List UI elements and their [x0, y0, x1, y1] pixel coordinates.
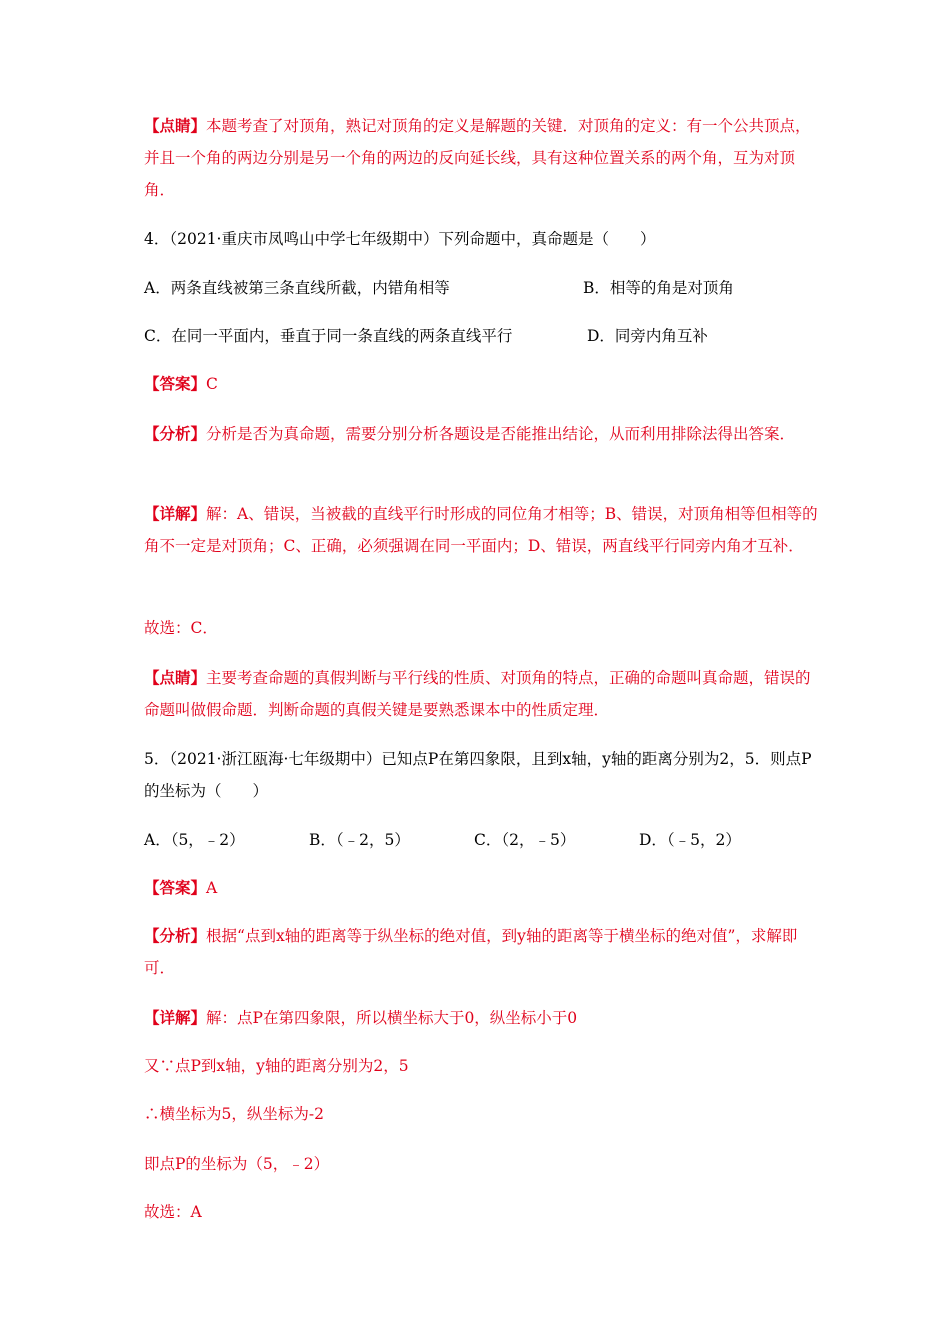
comment-text: 本题考查了对顶角，熟记对顶角的定义是解题的关键．对顶角的定义：有一个公共顶点，并且一个角的两边分别是另一个角的两边的反向延长线，具有这种位置关系的两个角，互为对顶角．: [144, 117, 811, 199]
q3-comment: [144, 110, 824, 206]
q4-option-b: B．相等的角是对顶角: [583, 279, 734, 297]
q5-option-b: B．（﹣2，5）: [309, 831, 410, 849]
q5-detail-line-4: 即点P的坐标为（5，﹣2）: [144, 1155, 330, 1173]
detail-tag: 【详解】: [144, 504, 207, 523]
detail-tag: 【详解】: [144, 1008, 207, 1027]
analysis-tag: 【分析】: [144, 424, 207, 443]
answer-tag: 【答案】: [144, 878, 207, 897]
q5-detail-line-2: 又∵点P到x轴，y轴的距离分别为2，5: [144, 1057, 409, 1075]
answer-text: C: [206, 375, 218, 393]
q4-option-c: C．在同一平面内，垂直于同一条直线的两条直线平行: [144, 327, 513, 345]
q4-detail: [144, 498, 824, 562]
q4-option-d: D．同旁内角互补: [587, 327, 708, 345]
q5-option-c: C．（2，﹣5）: [474, 831, 576, 849]
detail-text: 解：A、错误，当被截的直线平行时形成的同位角才相等；B、错误，对顶角相等但相等的角不一定是对顶角；C、正确，必须强调在同一平面内；D、错误，两直线平行同旁内角才互补．: [144, 505, 818, 555]
q5-detail: [144, 1002, 824, 1034]
analysis-tag: 【分析】: [144, 926, 207, 945]
comment-tag: 【点睛】: [144, 116, 207, 135]
detail-text: 解：点P在第四象限，所以横坐标大于0，纵坐标小于0: [206, 1009, 578, 1027]
q5-answer: [144, 872, 824, 904]
comment-text: 主要考查命题的真假判断与平行线的性质、对顶角的特点，正确的命题叫真命题，错误的命题叫做假命题．判断命题的真假关键是要熟悉课本中的性质定理．: [144, 669, 811, 719]
answer-text: A: [206, 879, 218, 897]
q5-option-a: A．（5，﹣2）: [144, 831, 245, 849]
q5-choose: 故选：A: [144, 1203, 202, 1221]
q4-choose: 故选：C．: [144, 619, 218, 637]
q4-stem: 4．（2021·重庆市凤鸣山中学七年级期中）下列命题中，真命题是（ ）: [144, 230, 656, 248]
comment-tag: 【点睛】: [144, 668, 207, 687]
q5-option-d: D．（﹣5，2）: [639, 831, 741, 849]
analysis-text: 根据“点到x轴的距离等于纵坐标的绝对值，到y轴的距离等于横坐标的绝对值”，求解即可．: [144, 927, 798, 977]
q4-analysis: [144, 418, 824, 450]
q5-stem: 5．（2021·浙江瓯海·七年级期中）已知点P在第四象限，且到x轴，y轴的距离分别为2，5．则点P的坐标为（ ）: [144, 750, 812, 800]
q4-options-row-2: [144, 320, 844, 352]
q4-option-a: A．两条直线被第三条直线所截，内错角相等: [144, 279, 450, 297]
q4-comment: [144, 662, 824, 726]
q5-options-row: [144, 824, 844, 856]
q4-answer: [144, 368, 824, 400]
q5-analysis: [144, 920, 824, 984]
q5-detail-line-3: ∴横坐标为5，纵坐标为-2: [144, 1105, 324, 1123]
answer-tag: 【答案】: [144, 374, 207, 393]
q4-options-row-1: [144, 272, 844, 304]
analysis-text: 分析是否为真命题，需要分别分析各题设是否能推出结论，从而利用排除法得出答案．: [206, 425, 796, 443]
